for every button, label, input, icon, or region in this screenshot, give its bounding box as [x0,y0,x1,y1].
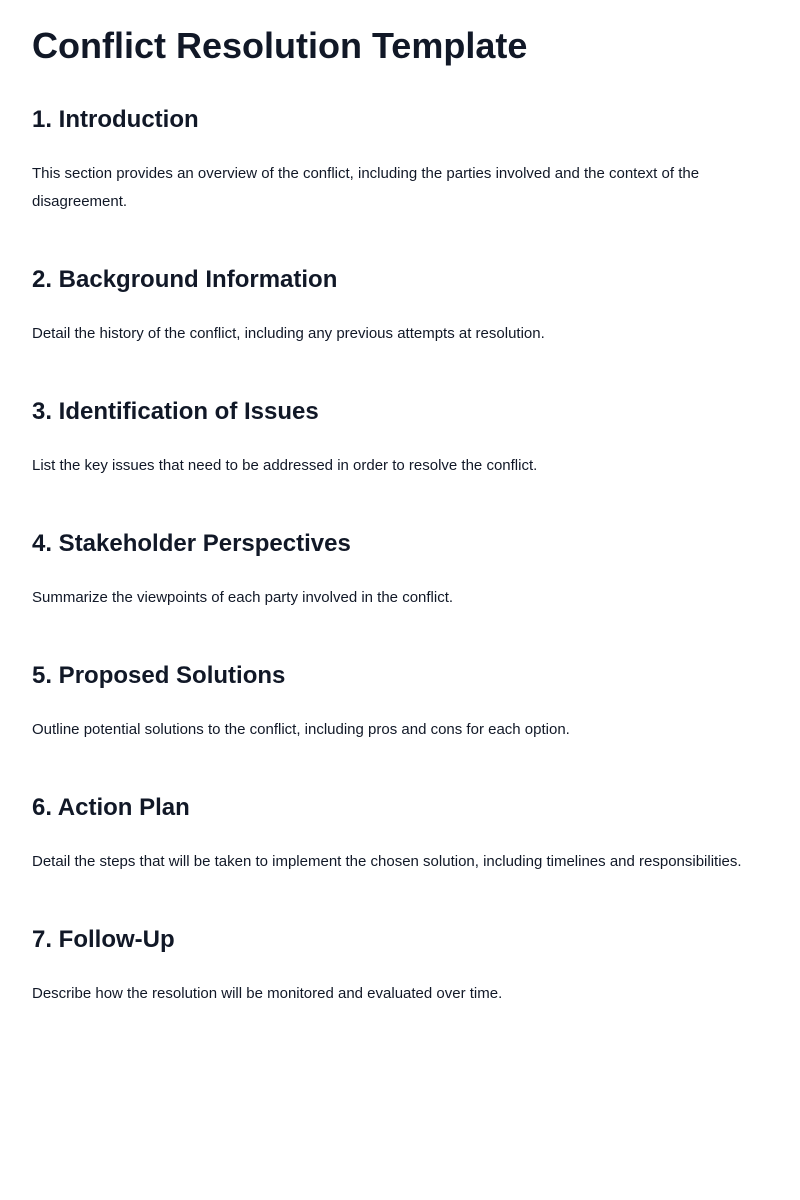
section-heading: 6. Action Plan [32,794,190,821]
section-body: This section provides an overview of the conflict, including the parties involved and the context of the disagreement. [32,165,700,210]
page-title: Conflict Resolution Template [32,25,528,66]
section-body: Detail the steps that will be taken to implement the chosen solution, including timelines and responsibilities. [32,853,742,870]
section-heading: 1. Introduction [32,106,199,133]
section-body: Describe how the resolution will be monitored and evaluated over time. [32,985,503,1002]
section-body: Detail the history of the conflict, including any previous attempts at resolution. [32,325,545,342]
section-heading: 4. Stakeholder Perspectives [32,530,351,557]
section-action-plan [32,792,768,876]
section-introduction [32,104,768,216]
section-heading: 5. Proposed Solutions [32,662,286,689]
section-background-information [32,264,768,348]
section-follow-up [32,924,768,1008]
section-heading: 3. Identification of Issues [32,398,319,425]
section-proposed-solutions [32,660,768,744]
section-body: List the key issues that need to be addressed in order to resolve the conflict. [32,457,538,474]
section-heading: 2. Background Information [32,266,338,293]
section-body: Outline potential solutions to the conflict, including pros and cons for each option. [32,721,570,738]
section-identification-of-issues [32,396,768,480]
section-heading: 7. Follow-Up [32,926,175,953]
section-stakeholder-perspectives [32,528,768,612]
section-body: Summarize the viewpoints of each party involved in the conflict. [32,589,454,606]
